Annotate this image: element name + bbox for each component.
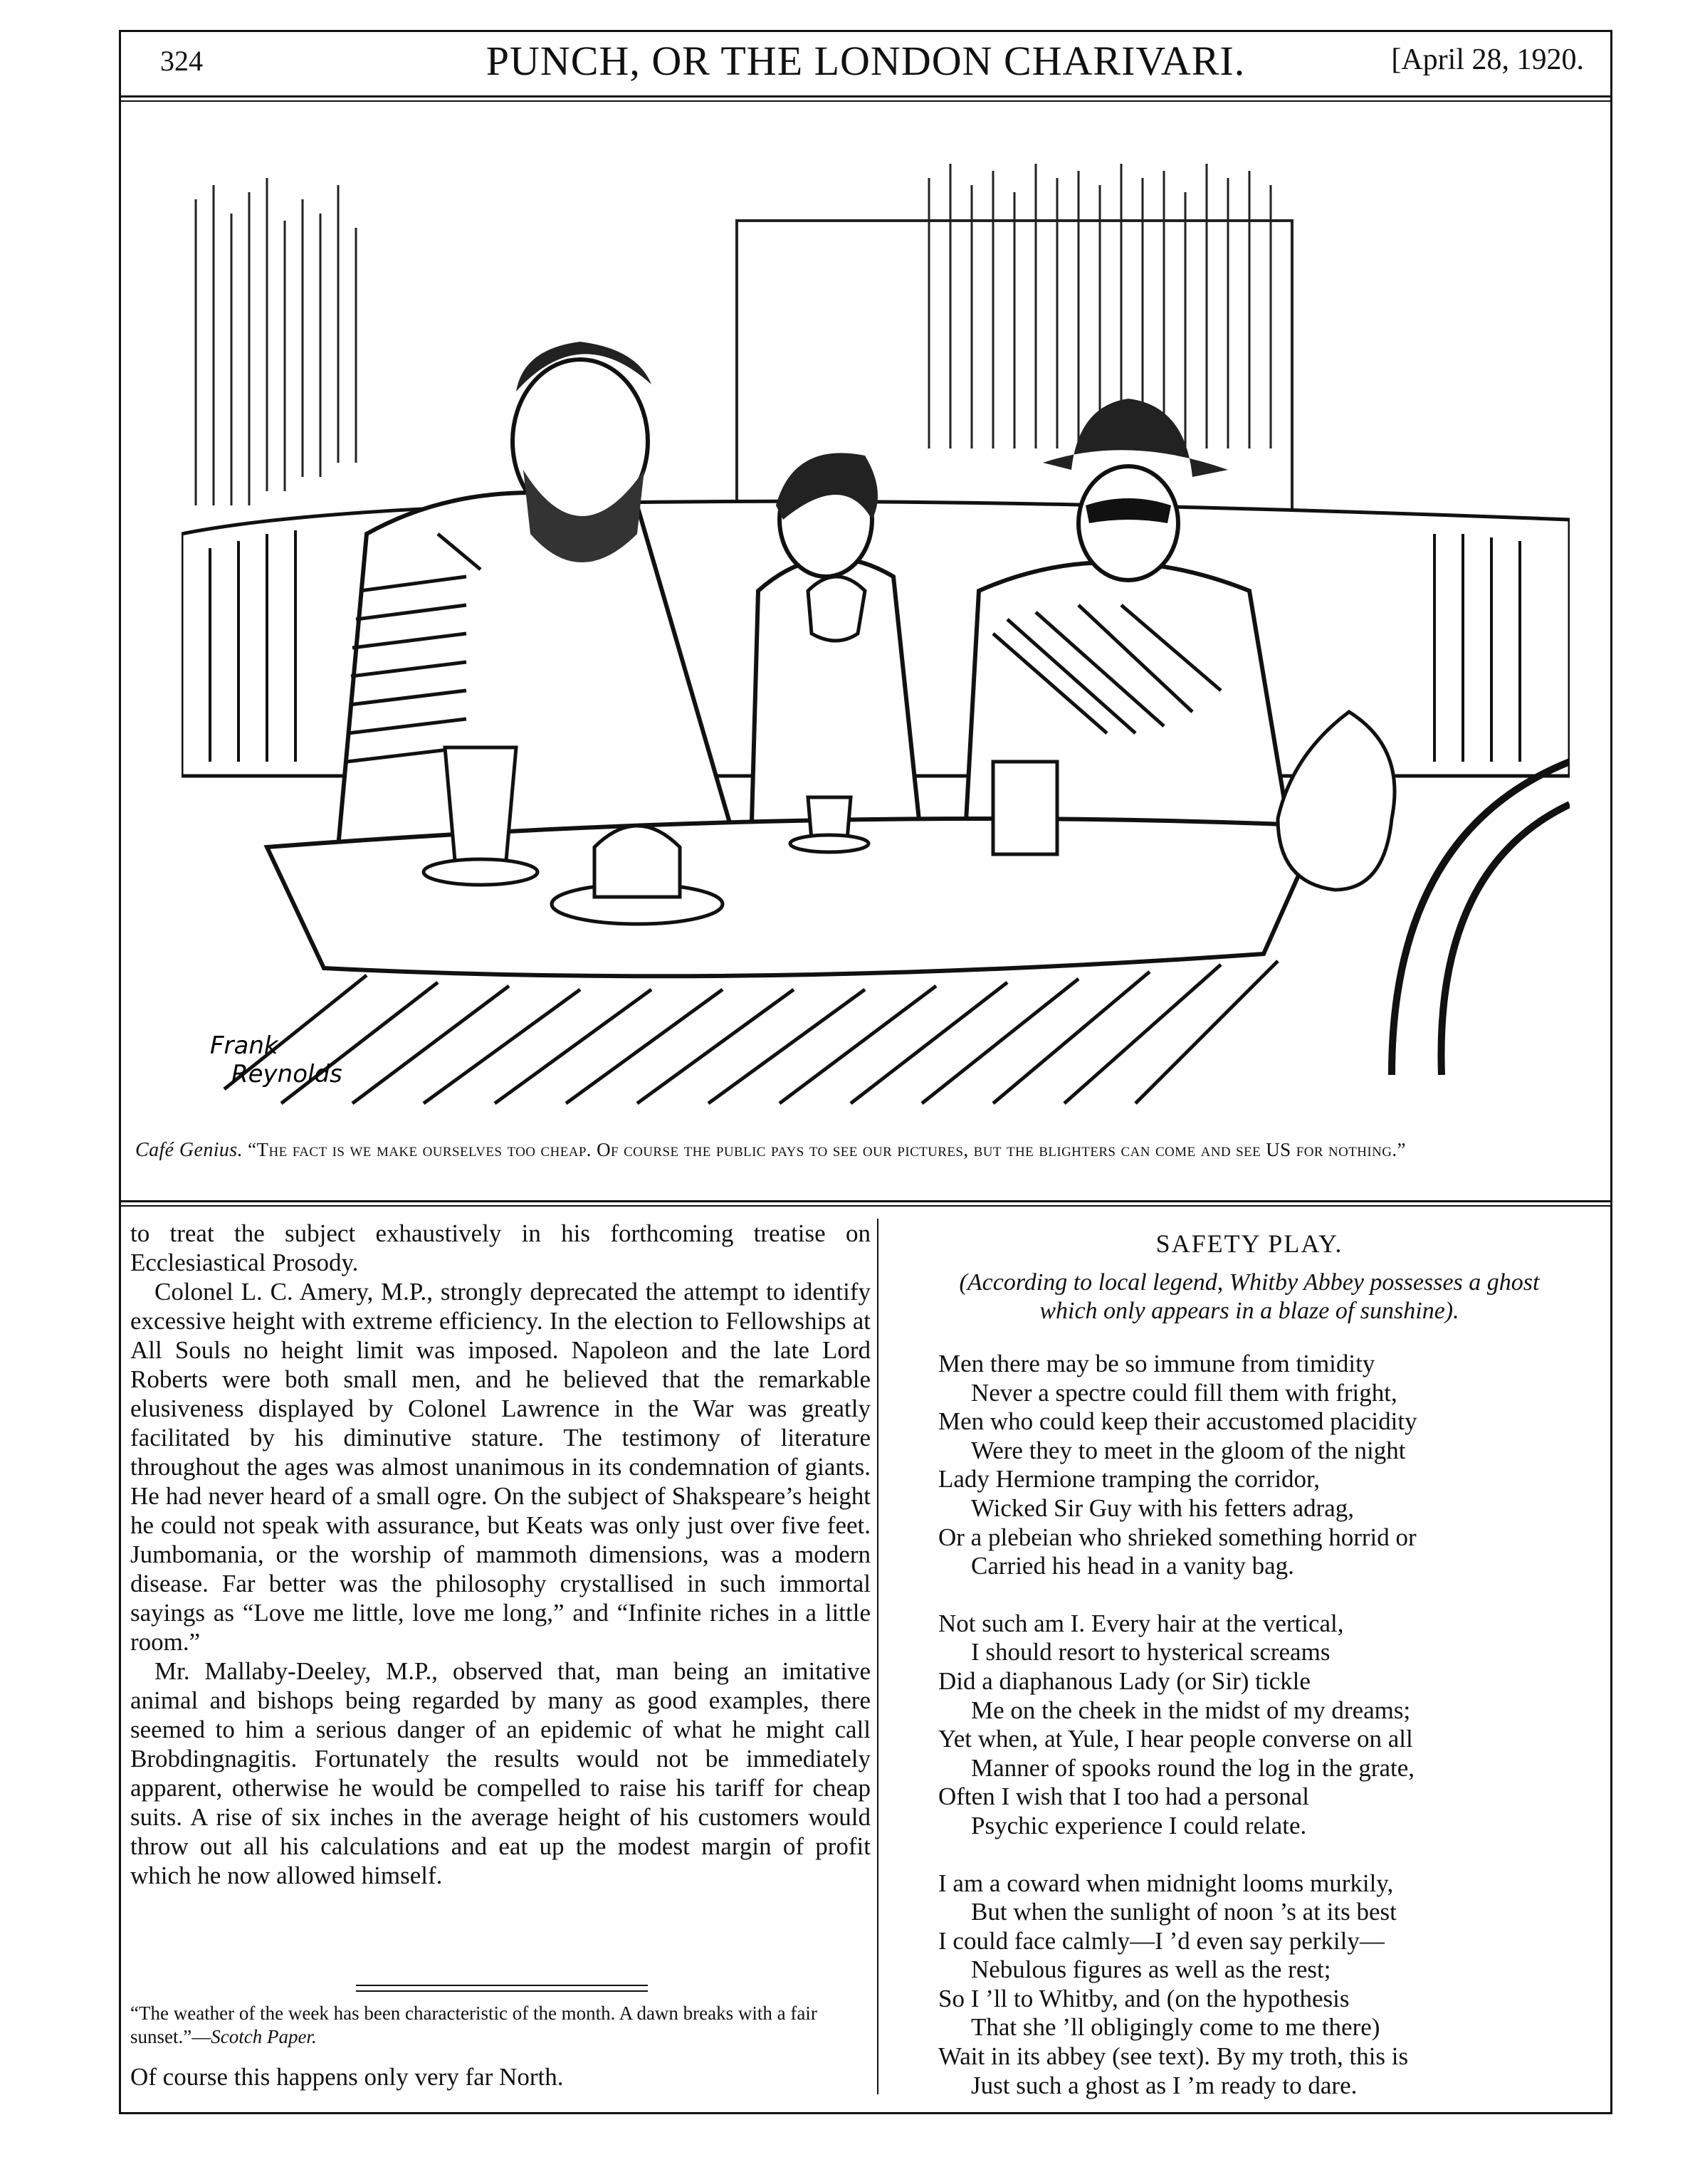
poem-line: So I ’ll to Whitby, and (on the hypothesis (938, 1984, 1350, 2012)
column-divider (877, 1219, 878, 2094)
press-cutting-source: Scotch Paper. (211, 2026, 317, 2047)
issue-date: [April 28, 1920. (1391, 43, 1584, 76)
poem-title: SAFETY PLAY. (1155, 1229, 1343, 1258)
poem-line: I could face calmly—I ’d even say perkily— (938, 1926, 1385, 1955)
cartoon-caption (135, 1138, 1602, 1162)
article-column (130, 1219, 871, 1890)
caption-rule-thin (119, 1205, 1612, 1207)
header-rule-thin (119, 100, 1612, 102)
poem-line: Men there may be so immune from timidity (938, 1350, 1375, 1377)
header-rule (119, 95, 1612, 98)
poem-line: Nebulous figures as well as the rest; (971, 1955, 1331, 1984)
press-cutting (130, 2002, 871, 2049)
page-number: 324 (160, 45, 203, 77)
article-paragraph: Colonel L. C. Amery, M.P., strongly deprecated the attempt to identify excessive height with extreme efficiency. In the election to Fellowships at All Souls no height limit was imposed. Napoleon and the late Lord Roberts were both small men, and he believed that the remarkable elusiveness displayed by Colonel Lawrence in the War was greatly facilitated by his diminutive stature. The testimony of literature throughout the ages was almost unanimous in its condemnation of giants. He had never heard of a small ogre. On the subject of Shakspeare’s height he could not speak with assurance, but Keats was only just over five feet. Jumbomania, or the worship of mammoth dimensions, was a modern disease. Far better was the philosophy crystallised in such immortal sayings as “Love me little, love me long,” and “Infinite riches in a little room.” (130, 1278, 871, 1656)
poem-line: Men who could keep their accustomed placidity (938, 1407, 1417, 1436)
poem-line: Not such am I. Every hair at the vertical, (938, 1609, 1344, 1637)
poem-line: Yet when, at Yule, I hear people converse on all (938, 1725, 1413, 1753)
section-divider (356, 1985, 648, 1992)
poem-line: Wicked Sir Guy with his fetters adrag, (971, 1493, 1355, 1522)
poem-body (938, 1350, 1600, 2100)
poem-line: Wait in its abbey (see text). By my troth, this is (938, 2042, 1409, 2071)
press-cutting-quote: “The weather of the week has been characteristic of the month. A dawn breaks with a fair sunset.”— (130, 2002, 817, 2047)
poem-line: Carried his head in a vanity bag. (971, 1552, 1294, 1580)
artist-signature-reynolds: Reynolds (231, 1060, 342, 1088)
article-paragraph: to treat the subject exhaustively in his forthcoming treatise on Ecclesiastical Prosody. (130, 1219, 871, 1276)
artist-signature-frank: Frank (210, 1031, 278, 1060)
poem-line: Did a diaphanous Lady (or Sir) tickle (938, 1666, 1311, 1695)
poem-line: Were they to meet in the gloom of the night (971, 1436, 1406, 1464)
poem-line: Often I wish that I too had a personal (938, 1783, 1309, 1811)
poem-subtitle (886, 1269, 1612, 1325)
page-header (119, 37, 1612, 98)
poem-line: I am a coward when midnight looms murkily, (938, 1869, 1394, 1897)
poem-line: But when the sunlight of noon ’s at its best (971, 1898, 1397, 1926)
journal-title: PUNCH, OR THE LONDON CHARIVARI. (486, 38, 1246, 84)
poem-line: Never a spectre could fill them with fright, (971, 1378, 1397, 1407)
poem-line: Psychic experience I could relate. (971, 1811, 1307, 1839)
poem-line: Me on the cheek in the midst of my dreams; (971, 1696, 1411, 1724)
cartoon-illustration (182, 135, 1570, 1118)
poem-line: Just such a ghost as I ’m ready to dare. (971, 2071, 1358, 2099)
poem-line: I should resort to hysterical screams (971, 1638, 1331, 1666)
poem-line: Manner of spooks round the log in the grate, (971, 1753, 1415, 1782)
poem-line: That she ’ll obligingly come to me there) (971, 2013, 1380, 2042)
press-cutting-comment: Of course this happens only very far North. (130, 2063, 564, 2091)
caption-rule (119, 1200, 1612, 1202)
article-paragraph: Mr. Mallaby-Deeley, M.P., observed that, man being an imitative animal and bishops being regarded by many as good examples, there seemed to him a serious danger of an epidemic of what he might call Brobdingnagitis. Fortunately the results would not be immediately apparent, otherwise he would be compelled to raise his tariff for cheap suits. A rise of six inches in the average height of his customers would throw out all his calculations and eat up the modest margin of profit which he now allowed himself. (130, 1657, 871, 1889)
poem-line: Lady Hermione tramping the corridor, (938, 1465, 1321, 1493)
poem-subtitle-line: (According to local legend, Whitby Abbey possesses a ghost (959, 1269, 1540, 1296)
poem-subtitle-line: which only appears in a blaze of sunshine). (1039, 1298, 1459, 1324)
caption-speaker: Café Genius. (135, 1139, 243, 1161)
poem-line: Or a plebeian who shrieked something horrid or (938, 1523, 1417, 1551)
caption-quote: “The fact is we make ourselves too cheap. Of course the public pays to see our pictures, but the blighters can come and see US for nothing.” (248, 1139, 1406, 1160)
